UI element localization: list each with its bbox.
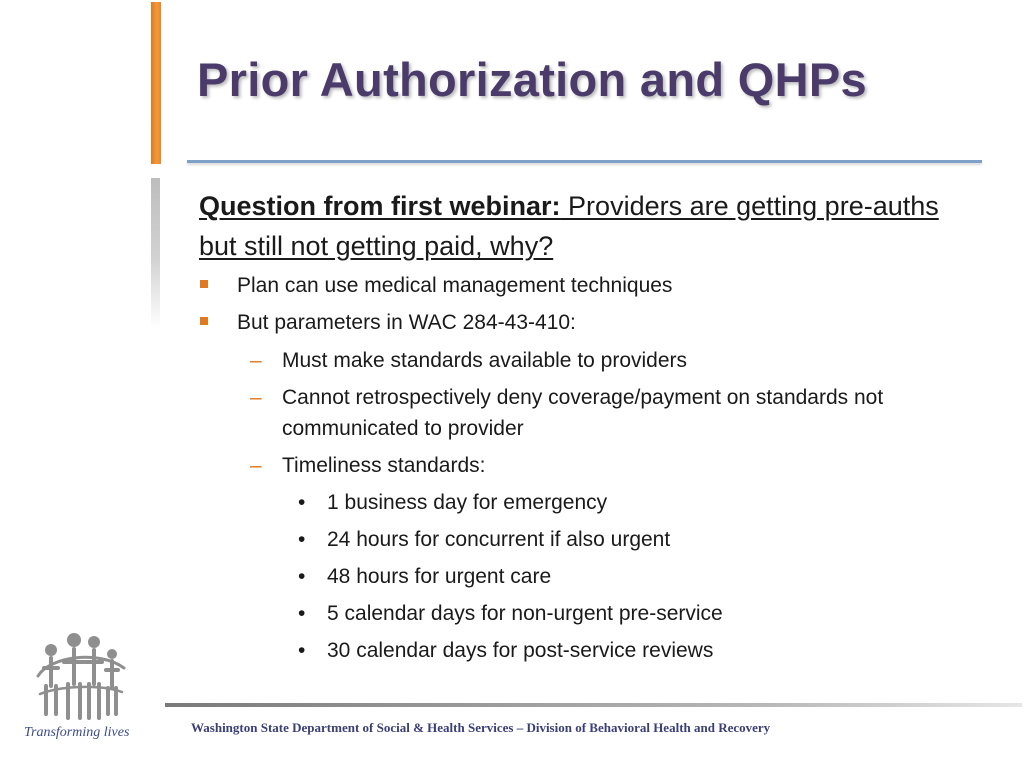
dot-bullet-icon: • bbox=[298, 639, 306, 662]
dash-bullet-icon: – bbox=[250, 454, 262, 477]
dash-bullet-icon: – bbox=[250, 349, 262, 372]
list-item bbox=[199, 309, 969, 666]
grey-accent-bar bbox=[151, 178, 160, 328]
question-text: Providers are getting pre-auths but still not getting paid, why? bbox=[199, 191, 939, 261]
timeliness-text: 24 hours for concurrent if also urgent bbox=[327, 528, 671, 551]
sub-list-item bbox=[237, 382, 969, 444]
title-divider bbox=[187, 160, 982, 163]
timeliness-text: 5 calendar days for non-urgent pre-service bbox=[327, 602, 723, 625]
people-family-logo-icon bbox=[30, 628, 130, 724]
square-bullet-icon bbox=[200, 280, 208, 288]
timeliness-item bbox=[282, 487, 969, 518]
timeliness-item bbox=[282, 635, 969, 666]
sub-bullet-list bbox=[237, 345, 969, 666]
bullet-text: But parameters in WAC 284-43-410: bbox=[237, 311, 576, 334]
timeliness-text: 30 calendar days for post-service reviews bbox=[327, 639, 714, 662]
footer-tagline: Transforming lives bbox=[24, 725, 130, 740]
question-label: Question from first webinar: bbox=[199, 191, 561, 221]
slide-body bbox=[199, 186, 969, 676]
timeliness-item bbox=[282, 598, 969, 629]
timeliness-list bbox=[282, 487, 969, 666]
dot-bullet-icon: • bbox=[298, 528, 306, 551]
sub-bullet-text: Must make standards available to providers bbox=[282, 349, 688, 372]
sub-bullet-text: Timeliness standards: bbox=[282, 454, 486, 477]
slide-title: Prior Authorization and QHPs bbox=[197, 53, 867, 106]
list-item bbox=[199, 272, 969, 299]
bullet-list bbox=[199, 272, 969, 666]
question-paragraph bbox=[199, 186, 969, 266]
footer-department: Washington State Department of Social & Health Services – Division of Behavioral Health and Recovery bbox=[191, 720, 771, 735]
orange-accent-bar bbox=[151, 2, 161, 164]
timeliness-item bbox=[282, 561, 969, 592]
dash-bullet-icon: – bbox=[250, 386, 262, 409]
dot-bullet-icon: • bbox=[298, 491, 306, 514]
dot-bullet-icon: • bbox=[298, 602, 306, 625]
sub-list-item bbox=[237, 450, 969, 666]
square-bullet-icon bbox=[200, 317, 208, 325]
sub-bullet-text: Cannot retrospectively deny coverage/payment on standards not communicated to provider bbox=[282, 386, 884, 440]
dot-bullet-icon: • bbox=[298, 565, 306, 588]
sub-list-item bbox=[237, 345, 969, 376]
timeliness-item bbox=[282, 524, 969, 555]
bullet-text: Plan can use medical management techniques bbox=[237, 274, 673, 297]
timeliness-text: 1 business day for emergency bbox=[327, 491, 608, 514]
footer-divider bbox=[165, 703, 1022, 707]
timeliness-text: 48 hours for urgent care bbox=[327, 565, 552, 588]
